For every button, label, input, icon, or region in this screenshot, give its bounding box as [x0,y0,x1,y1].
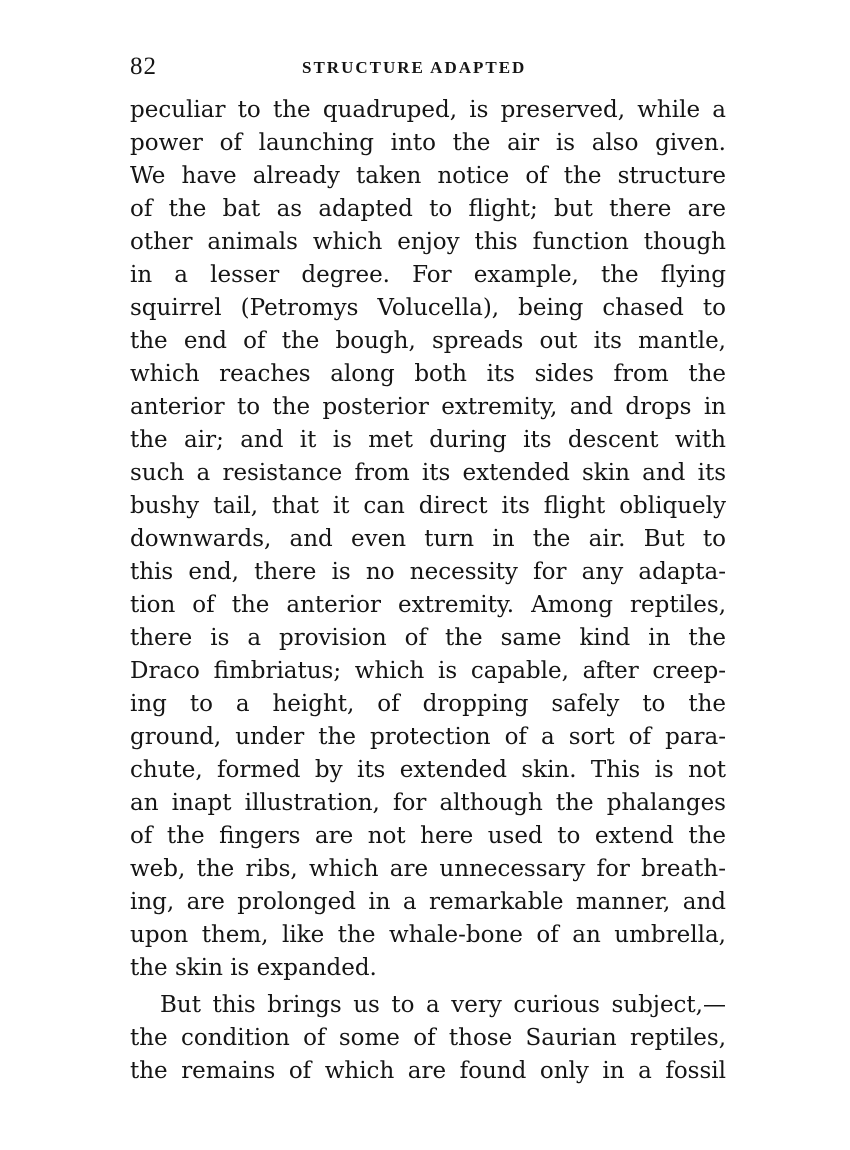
text-line: other animals which enjoy this function though [130,229,726,255]
page-number: 82 [130,53,157,80]
text-line: Draco fimbriatus; which is capable, after creep- [130,658,726,684]
text-line: anterior to the posterior extremity, and drops in [130,394,726,420]
paragraph-1 [130,94,726,985]
text-line: squirrel (Petromys Volucella), being chased to [130,295,726,321]
text-line: the condition of some of those Saurian reptiles, [130,1025,726,1051]
text-line: the skin is expanded. [130,955,377,981]
text-line: upon them, like the whale-bone of an umbrella, [130,922,726,948]
text-line: downwards, and even turn in the air. But to [130,526,726,552]
body-text [130,94,726,1088]
text-line: We have already taken notice of the structure [130,163,726,189]
running-head [130,52,725,82]
text-line: in a lesser degree. For example, the flying [130,262,726,288]
text-line: which reaches along both its sides from the [130,361,726,387]
text-line: this end, there is no necessity for any adapta- [130,559,726,585]
text-line: power of launching into the air is also given. [130,130,726,156]
text-line: of the fingers are not here used to extend the [130,823,726,849]
text-line: peculiar to the quadruped, is preserved, while a [130,97,726,123]
text-line: But this brings us to a very curious subject,— [160,992,726,1018]
paragraph-2 [130,989,726,1088]
text-line: the end of the bough, spreads out its mantle, [130,328,726,354]
text-line: there is a provision of the same kind in the [130,625,726,651]
running-title: STRUCTURE ADAPTED [302,58,527,77]
text-line: bushy tail, that it can direct its flight obliquely [130,493,726,519]
text-line: an inapt illustration, for although the phalanges [130,790,726,816]
text-line: the air; and it is met during its descent with [130,427,726,453]
text-line: ground, under the protection of a sort of para- [130,724,726,750]
text-line: ing, are prolonged in a remarkable manner, and [130,889,726,915]
text-line: ing to a height, of dropping safely to the [130,691,726,717]
text-line: such a resistance from its extended skin and its [130,460,726,486]
text-line: chute, formed by its extended skin. This is not [130,757,726,783]
text-line: of the bat as adapted to flight; but there are [130,196,726,222]
text-line: tion of the anterior extremity. Among reptiles, [130,592,726,618]
text-line: the remains of which are found only in a fossil [130,1058,726,1084]
text-line: web, the ribs, which are unnecessary for breath- [130,856,726,882]
